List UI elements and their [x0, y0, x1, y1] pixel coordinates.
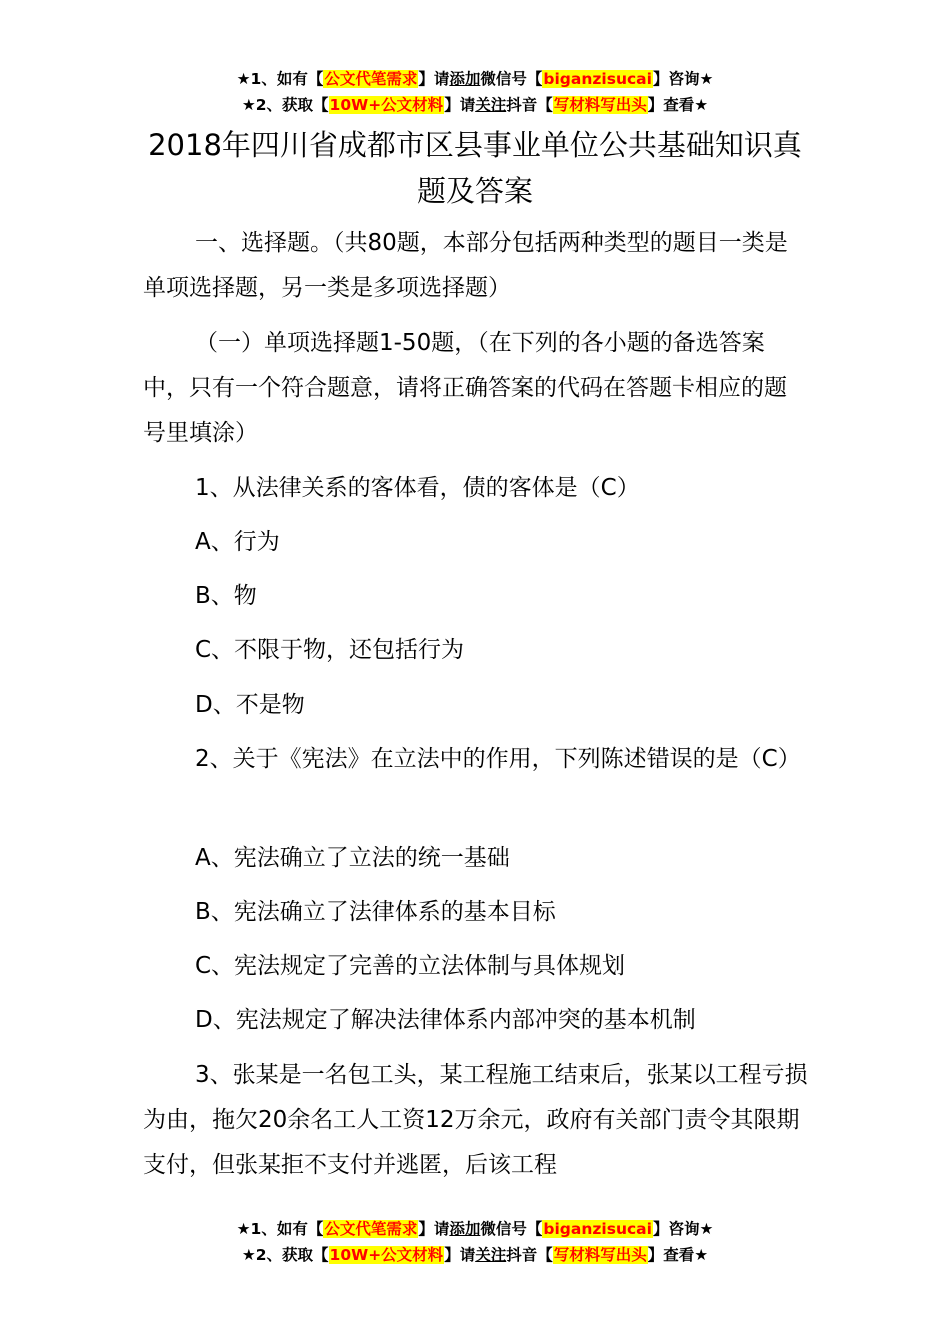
promo-underlined: 添加: [449, 70, 481, 88]
promo-banner-top: [0, 66, 950, 118]
promo-line-1: [0, 1216, 950, 1242]
promo-text: 】请: [418, 1220, 450, 1238]
promo-text: 】查看★: [647, 96, 709, 114]
question-3: 3、张某是一名包工头，某工程施工结束后，张某以工程亏损为由，拖欠20余名工人工资12万余元，政府有关部门责令其限期支付，但张某拒不支付并逃匿，后该工程: [143, 1062, 808, 1178]
promo-text: ★2、获取【: [241, 96, 329, 114]
option-c: C、宪法规定了完善的立法体制与具体规划: [195, 953, 626, 979]
promo-wechat-id: biganzisucai: [543, 1220, 652, 1238]
promo-text: 】请: [418, 70, 450, 88]
promo-text: 】请: [444, 96, 476, 114]
promo-highlight: 10W+公文材料: [329, 96, 444, 114]
promo-highlight: 公文代笔需求: [324, 1220, 418, 1238]
promo-text: ★1、如有【: [236, 70, 324, 88]
promo-text: 微信号【: [480, 70, 543, 88]
option-a: A、宪法确立了立法的统一基础: [195, 845, 510, 871]
promo-text: ★1、如有【: [236, 1220, 324, 1238]
promo-text: 】查看★: [647, 1246, 709, 1264]
promo-banner-bottom: [0, 1216, 950, 1268]
promo-line-2: [0, 1242, 950, 1268]
promo-line-2: [0, 92, 950, 118]
promo-text: 】咨询★: [652, 70, 714, 88]
promo-text: 抖音【: [506, 96, 553, 114]
option-d: D、不是物: [195, 692, 305, 718]
promo-text: 抖音【: [506, 1246, 553, 1264]
promo-text: 】咨询★: [652, 1220, 714, 1238]
option-b: B、物: [195, 583, 257, 609]
section-heading: 一、选择题。（共80题，本部分包括两种类型的题目一类是单项选择题，另一类是多项选择题）: [143, 230, 788, 301]
promo-line-1: [0, 66, 950, 92]
option-d: D、宪法规定了解决法律体系内部冲突的基本机制: [195, 1007, 696, 1033]
question-2: 2、关于《宪法》在立法中的作用，下列陈述错误的是（C）: [195, 746, 801, 772]
document-title: 2018年四川省成都市区县事业单位公共基础知识真题及答案: [148, 128, 802, 208]
question-1: 1、从法律关系的客体看，债的客体是（C）: [195, 475, 640, 501]
promo-wechat-id: biganzisucai: [543, 70, 652, 88]
promo-underlined: 添加: [449, 1220, 481, 1238]
promo-highlight: 公文代笔需求: [324, 70, 418, 88]
option-c: C、不限于物，还包括行为: [195, 637, 465, 663]
promo-douyin-id: 写材料写出头: [553, 1246, 647, 1264]
promo-douyin-id: 写材料写出头: [553, 96, 647, 114]
promo-text: 微信号【: [480, 1220, 543, 1238]
promo-underlined: 关注: [475, 1246, 507, 1264]
option-a: A、行为: [195, 529, 280, 555]
promo-highlight: 10W+公文材料: [329, 1246, 444, 1264]
promo-text: ★2、获取【: [241, 1246, 329, 1264]
section-instructions: （一）单项选择题1-50题，（在下列的各小题的备选答案中，只有一个符合题意，请将正确答案的代码在答题卡相应的题号里填涂）: [143, 330, 787, 446]
promo-underlined: 关注: [475, 96, 507, 114]
option-b: B、宪法确立了法律体系的基本目标: [195, 899, 556, 925]
promo-text: 】请: [444, 1246, 476, 1264]
